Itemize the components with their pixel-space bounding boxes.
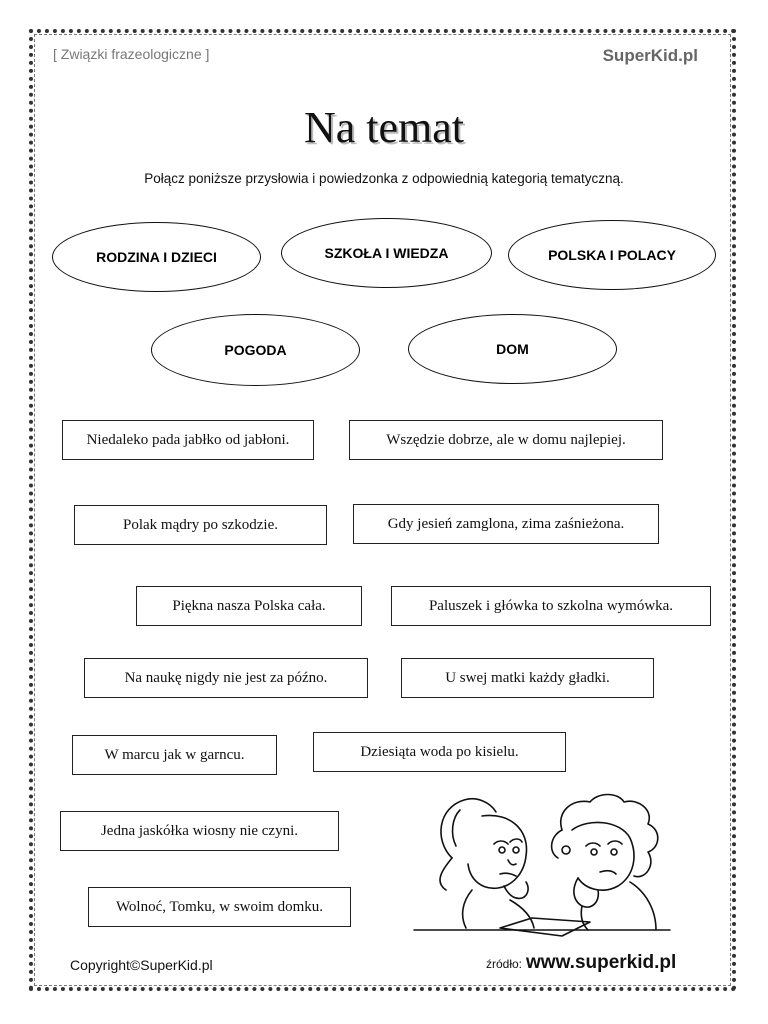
proverb-box[interactable]: W marcu jak w garncu. bbox=[72, 735, 277, 775]
proverb-box[interactable]: Gdy jesień zamglona, zima zaśnieżona. bbox=[353, 504, 659, 544]
brand-label: SuperKid.pl bbox=[602, 46, 698, 65]
category-weather[interactable]: POGODA bbox=[151, 314, 360, 386]
proverb-box[interactable]: Piękna nasza Polska cała. bbox=[136, 586, 362, 626]
category-poland[interactable]: POLSKA I POLACY bbox=[508, 220, 716, 290]
category-home[interactable]: DOM bbox=[408, 314, 617, 384]
copyright-text: Copyright©SuperKid.pl bbox=[70, 957, 213, 973]
proverb-box[interactable]: Wolnoć, Tomku, w swoim domku. bbox=[88, 887, 351, 927]
category-label: [ Związki frazeologiczne ] bbox=[53, 46, 210, 62]
source-url-link[interactable]: www.superkid.pl bbox=[526, 952, 677, 973]
proverb-box[interactable]: U swej matki każdy gładki. bbox=[401, 658, 654, 698]
proverb-box[interactable]: Dziesiąta woda po kisielu. bbox=[313, 732, 566, 772]
source-line bbox=[486, 952, 676, 974]
proverb-box[interactable]: Paluszek i główka to szkolna wymówka. bbox=[391, 586, 711, 626]
category-family[interactable]: RODZINA I DZIECI bbox=[52, 222, 261, 292]
source-label: źródło: bbox=[486, 957, 523, 971]
proverb-box[interactable]: Jedna jaskółka wiosny nie czyni. bbox=[60, 811, 339, 851]
thinking-kids-illustration bbox=[412, 790, 674, 940]
category-school[interactable]: SZKOŁA I WIEDZA bbox=[281, 218, 492, 288]
proverb-box[interactable]: Niedaleko pada jabłko od jabłoni. bbox=[62, 420, 314, 460]
page-title: Na temat bbox=[303, 103, 465, 152]
proverb-box[interactable]: Na naukę nigdy nie jest za późno. bbox=[84, 658, 368, 698]
instruction-text: Połącz poniższe przysłowia i powiedzonka z odpowiednią kategorią tematyczną. bbox=[144, 171, 624, 186]
proverb-box[interactable]: Wszędzie dobrze, ale w domu najlepiej. bbox=[349, 420, 663, 460]
proverb-box[interactable]: Polak mądry po szkodzie. bbox=[74, 505, 327, 545]
